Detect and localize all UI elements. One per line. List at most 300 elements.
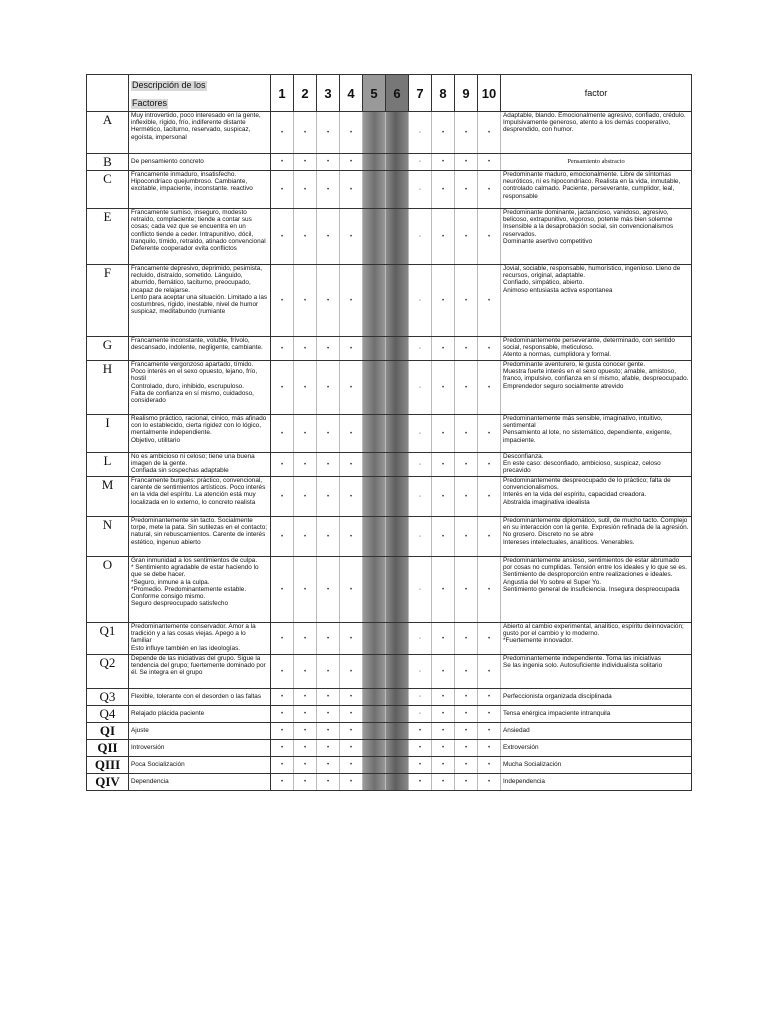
scale-cell-5[interactable] — [363, 557, 386, 623]
description-line: *Fuertemente innovador. — [503, 637, 573, 645]
scale-cell-9[interactable]: • — [455, 171, 478, 209]
factor-code: M — [87, 477, 129, 517]
scale-cell-9[interactable]: • — [455, 453, 478, 477]
high-pole-description — [501, 265, 692, 337]
low-pole-description — [129, 774, 271, 791]
scale-cell-4[interactable]: • — [340, 112, 363, 154]
description-line: Adaptable, blando. Emocionalmente agresivo, confiado, crédulo. — [503, 112, 686, 119]
scale-cell-1[interactable]: • — [271, 517, 294, 557]
description-line: Falta de confianza en sí mismo, cuidadoso, considerado — [131, 389, 254, 405]
factor-row — [87, 112, 692, 154]
scale-cell-3[interactable]: • — [317, 706, 340, 723]
scale-cell-10[interactable]: • — [478, 337, 501, 361]
scale-cell-6[interactable] — [386, 337, 409, 361]
factor-label: factor — [584, 88, 608, 98]
scale-cell-7[interactable]: ◦ — [409, 112, 432, 154]
scale-cell-9[interactable]: • — [455, 209, 478, 265]
scale-cell-1[interactable]: • — [271, 171, 294, 209]
low-pole-description — [129, 209, 271, 265]
scale-cell-4[interactable]: • — [340, 477, 363, 517]
high-pole-description — [501, 517, 692, 557]
description-line: Relajado plácida paciente — [131, 710, 205, 718]
low-pole-description — [129, 453, 271, 477]
description-line: Esto influye también en las ideologías. — [131, 644, 241, 652]
scale-cell-10[interactable]: • — [478, 655, 501, 689]
scale-cell-2[interactable]: • — [294, 757, 317, 774]
scale-cell-2[interactable]: • — [294, 689, 317, 706]
factor-row — [87, 154, 692, 171]
description-line: Tensa enérgica impaciente intranquila — [503, 710, 611, 718]
scale-cell-7[interactable]: ◦ — [409, 209, 432, 265]
scale-cell-6[interactable] — [386, 477, 409, 517]
scale-cell-7[interactable]: ◦ — [409, 623, 432, 655]
description-line: Predominantemente diplomático, sutil, de mucho tacto. Complejo en su interacción con la gente. Expresión refinada de la agresión. — [503, 517, 689, 532]
scale-cell-6[interactable] — [386, 723, 409, 740]
scale-cell-10[interactable]: • — [478, 740, 501, 757]
scale-cell-2[interactable]: • — [294, 477, 317, 517]
scale-cell-5[interactable] — [363, 740, 386, 757]
factor-row — [87, 265, 692, 337]
scale-cell-9[interactable]: • — [455, 415, 478, 453]
description-line: De pensamiento concreto — [131, 158, 204, 166]
scale-cell-9[interactable]: • — [455, 112, 478, 154]
scale-cell-1[interactable]: • — [271, 337, 294, 361]
scale-cell-6[interactable] — [386, 209, 409, 265]
scale-cell-5[interactable] — [363, 265, 386, 337]
scale-cell-3[interactable]: • — [317, 655, 340, 689]
scale-cell-4[interactable]: • — [340, 209, 363, 265]
description-line: Predominante dominante, jactancioso, vanidoso, agresivo, belicoso, extrapunitivo, vigoroso, potente más bien solemne — [503, 209, 673, 224]
scale-cell-3[interactable]: • — [317, 415, 340, 453]
scale-cell-4[interactable]: • — [340, 623, 363, 655]
scale-cell-8[interactable]: • — [432, 265, 455, 337]
scale-cell-6[interactable] — [386, 453, 409, 477]
scale-cell-8[interactable]: • — [432, 689, 455, 706]
scale-cell-1[interactable]: • — [271, 723, 294, 740]
scale-cell-2[interactable]: • — [294, 209, 317, 265]
scale-cell-10[interactable]: • — [478, 757, 501, 774]
scale-cell-3[interactable]: • — [317, 517, 340, 557]
scale-cell-1[interactable]: • — [271, 361, 294, 415]
scale-cell-10[interactable]: • — [478, 209, 501, 265]
scale-cell-10[interactable]: • — [478, 706, 501, 723]
description-line: Emprendedor seguro socialmente atrevido — [503, 382, 624, 390]
scale-cell-8[interactable]: • — [432, 112, 455, 154]
description-line: Depende de las iniciativas del grupo. Sigue la tendencia del grupo; fuertemente dominado por él. Se integra en el grupo — [131, 655, 266, 677]
scale-cell-7[interactable]: • — [409, 757, 432, 774]
description-line: Francamente burgués: práctico, convencional, carente de sentimientos artísticos. Poco interés en la vida del espíritu. La atención está muy localizada en lo externo, lo concreto realista — [131, 477, 266, 506]
scale-cell-2[interactable]: • — [294, 517, 317, 557]
factor-code: Q4 — [87, 706, 129, 723]
scale-cell-7[interactable]: ◦ — [409, 265, 432, 337]
scale-cell-9[interactable]: • — [455, 706, 478, 723]
header-code-cell — [87, 75, 129, 112]
description-line: Dominante asertivo competitivo — [503, 237, 593, 245]
scale-cell-2[interactable]: • — [294, 171, 317, 209]
scale-cell-4[interactable]: • — [340, 557, 363, 623]
factor-row — [87, 723, 692, 740]
factor-row — [87, 209, 692, 265]
scale-cell-3[interactable]: • — [317, 757, 340, 774]
scale-cell-5[interactable] — [363, 723, 386, 740]
scale-cell-10[interactable]: • — [478, 517, 501, 557]
scale-cell-9[interactable]: • — [455, 623, 478, 655]
scale-cell-5[interactable] — [363, 209, 386, 265]
scale-10: 10 — [478, 75, 501, 112]
high-pole-description — [501, 154, 692, 171]
description-line: Predominantemente conservador. Amor a la tradición y a las cosas viejas. Apego a lo familiar — [131, 623, 256, 645]
description-line: Sentimiento general de insuficiencia. Insegura despreocupada — [503, 585, 680, 593]
description-line: Deferente cooperador evita conflictos — [131, 245, 237, 253]
scale-cell-2[interactable]: • — [294, 265, 317, 337]
scale-cell-1[interactable]: • — [271, 740, 294, 757]
scale-5: 5 — [363, 75, 386, 112]
scale-cell-4[interactable]: • — [340, 265, 363, 337]
description-line: Desconfianza. — [503, 453, 544, 460]
scale-cell-5[interactable] — [363, 689, 386, 706]
scale-cell-7[interactable]: ◦ — [409, 477, 432, 517]
high-pole-description — [501, 740, 692, 757]
scale-cell-5[interactable] — [363, 112, 386, 154]
description-line: Predominantemente independiente. Toma las iniciativas — [503, 655, 661, 662]
description-line: Insensible a la desaprobación social, sin convencionalismos reservados. — [503, 223, 674, 238]
scale-cell-3[interactable]: • — [317, 171, 340, 209]
scale-cell-8[interactable]: • — [432, 477, 455, 517]
scale-cell-4[interactable]: • — [340, 154, 363, 171]
factor-code: E — [87, 209, 129, 265]
scale-cell-8[interactable]: • — [432, 557, 455, 623]
scale-cell-9[interactable]: • — [455, 740, 478, 757]
scale-cell-6[interactable] — [386, 655, 409, 689]
scale-cell-10[interactable]: • — [478, 265, 501, 337]
scale-cell-7[interactable]: • — [409, 723, 432, 740]
scale-cell-5[interactable] — [363, 517, 386, 557]
scale-cell-6[interactable] — [386, 171, 409, 209]
low-pole-description — [129, 655, 271, 689]
scale-cell-4[interactable]: • — [340, 706, 363, 723]
high-pole-description — [501, 774, 692, 791]
scale-cell-6[interactable] — [386, 154, 409, 171]
scale-cell-7[interactable]: ◦ — [409, 361, 432, 415]
scale-cell-1[interactable]: • — [271, 453, 294, 477]
scale-cell-5[interactable] — [363, 154, 386, 171]
scale-cell-10[interactable]: • — [478, 689, 501, 706]
scale-cell-2[interactable]: • — [294, 112, 317, 154]
factor-row — [87, 557, 692, 623]
scale-cell-9[interactable]: • — [455, 689, 478, 706]
factor-code: B — [87, 154, 129, 171]
scale-cell-8[interactable]: • — [432, 655, 455, 689]
factor-row — [87, 774, 692, 791]
scale-cell-1[interactable]: • — [271, 757, 294, 774]
factor-table — [86, 74, 692, 791]
scale-cell-5[interactable] — [363, 361, 386, 415]
description-line: Francamente inconstante, voluble, frívolo, descansado, indolente, negligente, cambiante. — [131, 337, 263, 352]
scale-cell-9[interactable]: • — [455, 723, 478, 740]
scale-cell-5[interactable] — [363, 774, 386, 791]
scale-cell-4[interactable]: • — [340, 337, 363, 361]
scale-cell-2[interactable]: • — [294, 655, 317, 689]
scale-cell-3[interactable]: • — [317, 477, 340, 517]
scale-cell-6[interactable] — [386, 557, 409, 623]
scale-cell-9[interactable]: • — [455, 337, 478, 361]
scale-cell-10[interactable]: • — [478, 623, 501, 655]
scale-cell-8[interactable]: • — [432, 154, 455, 171]
scale-cell-3[interactable]: • — [317, 774, 340, 791]
scale-cell-1[interactable]: • — [271, 209, 294, 265]
description-line: Jovial, sociable, responsable, humorístico, ingenioso. Lleno de recursos, original, adaptable. — [503, 265, 681, 280]
description-line: *Promedio. Predominantemente estable. Conforme consigo mismo. — [131, 585, 247, 601]
scale-cell-4[interactable]: • — [340, 361, 363, 415]
scale-cell-2[interactable]: • — [294, 557, 317, 623]
scale-cell-6[interactable] — [386, 415, 409, 453]
description-line: Gran inmunidad a los sentimientos de culpa. — [131, 557, 258, 564]
scale-cell-6[interactable] — [386, 706, 409, 723]
scale-cell-9[interactable]: • — [455, 757, 478, 774]
scale-cell-1[interactable]: • — [271, 706, 294, 723]
scale-cell-6[interactable] — [386, 757, 409, 774]
scale-cell-1[interactable]: • — [271, 623, 294, 655]
scale-cell-2[interactable]: • — [294, 154, 317, 171]
header-row — [87, 75, 692, 112]
low-pole-description — [129, 557, 271, 623]
factor-code: O — [87, 557, 129, 623]
scale-cell-3[interactable]: • — [317, 557, 340, 623]
factor-row — [87, 623, 692, 655]
description-line: Francamente depresivo, deprimido, pesimista, recluido, distraído, sometido. Lánguido, aburrido, flemático, taciturno, preocupado, incapaz de relajarse. — [131, 265, 263, 294]
scale-cell-9[interactable]: • — [455, 361, 478, 415]
scale-6: 6 — [386, 75, 409, 112]
scale-cell-8[interactable]: • — [432, 706, 455, 723]
scale-cell-3[interactable]: • — [317, 265, 340, 337]
scale-cell-7[interactable]: ◦ — [409, 171, 432, 209]
scale-cell-8[interactable]: • — [432, 723, 455, 740]
scale-9: 9 — [455, 75, 478, 112]
factor-row — [87, 415, 692, 453]
scale-cell-9[interactable]: • — [455, 477, 478, 517]
scale-cell-1[interactable]: • — [271, 415, 294, 453]
scale-cell-5[interactable] — [363, 655, 386, 689]
scale-cell-9[interactable]: • — [455, 265, 478, 337]
scale-cell-7[interactable]: • — [409, 774, 432, 791]
scale-cell-2[interactable]: • — [294, 361, 317, 415]
description-line: Animoso entusiasta activa espontanea — [503, 286, 613, 294]
description-line: Predominantemente despreocupado de lo práctico; falta de convencionalismos. — [503, 477, 671, 492]
factor-row — [87, 453, 692, 477]
scale-cell-4[interactable]: • — [340, 415, 363, 453]
scale-cell-5[interactable] — [363, 453, 386, 477]
scale-cell-7[interactable]: ◦ — [409, 337, 432, 361]
description-line: Intereses intelectuales, analíticos. Venerables. — [503, 538, 635, 546]
scale-cell-6[interactable] — [386, 689, 409, 706]
factor-code: F — [87, 265, 129, 337]
scale-cell-9[interactable]: • — [455, 517, 478, 557]
scale-cell-1[interactable]: • — [271, 112, 294, 154]
scale-cell-3[interactable]: • — [317, 361, 340, 415]
scale-cell-4[interactable]: • — [340, 757, 363, 774]
scale-cell-4[interactable]: • — [340, 689, 363, 706]
scale-cell-8[interactable]: • — [432, 337, 455, 361]
scale-3: 3 — [317, 75, 340, 112]
scale-cell-2[interactable]: • — [294, 623, 317, 655]
scale-cell-10[interactable]: • — [478, 171, 501, 209]
scale-cell-2[interactable]: • — [294, 774, 317, 791]
scale-cell-3[interactable]: • — [317, 453, 340, 477]
description-line: Introversión — [131, 744, 165, 752]
scale-cell-10[interactable]: • — [478, 774, 501, 791]
scale-cell-7[interactable]: ◦ — [409, 453, 432, 477]
scale-cell-3[interactable]: • — [317, 112, 340, 154]
scale-cell-10[interactable]: • — [478, 453, 501, 477]
scale-cell-3[interactable]: • — [317, 154, 340, 171]
scale-cell-7[interactable]: • — [409, 740, 432, 757]
high-pole-description — [501, 689, 692, 706]
scale-cell-3[interactable]: • — [317, 740, 340, 757]
factor-code: C — [87, 171, 129, 209]
scale-cell-2[interactable]: • — [294, 453, 317, 477]
scale-cell-7[interactable]: ◦ — [409, 557, 432, 623]
scale-cell-8[interactable]: • — [432, 623, 455, 655]
scale-cell-10[interactable]: • — [478, 723, 501, 740]
scale-cell-8[interactable]: • — [432, 415, 455, 453]
scale-cell-7[interactable]: ◦ — [409, 415, 432, 453]
scale-cell-5[interactable] — [363, 706, 386, 723]
description-line: Ansiedad — [503, 727, 530, 735]
scale-cell-8[interactable]: • — [432, 209, 455, 265]
scale-cell-9[interactable]: • — [455, 154, 478, 171]
header-description-cell — [129, 75, 271, 112]
factor-row — [87, 171, 692, 209]
low-pole-description — [129, 112, 271, 154]
scale-cell-3[interactable]: • — [317, 209, 340, 265]
scale-cell-8[interactable]: • — [432, 361, 455, 415]
scale-cell-4[interactable]: • — [340, 774, 363, 791]
scale-cell-10[interactable]: • — [478, 154, 501, 171]
factor-code: QI — [87, 723, 129, 740]
description-line: Muestra fuerte interés en el sexo opuesto; amable, amistoso, franco, impulsivo, confianza en sí mismo, afable, despreocupado. — [503, 368, 689, 383]
description-line: Confiado, simpático, abierto. — [503, 279, 584, 287]
scale-cell-6[interactable] — [386, 774, 409, 791]
scale-cell-3[interactable]: • — [317, 623, 340, 655]
scale-cell-1[interactable]: • — [271, 689, 294, 706]
scale-cell-4[interactable]: • — [340, 453, 363, 477]
scale-cell-4[interactable]: • — [340, 655, 363, 689]
factor-code: QIII — [87, 757, 129, 774]
scale-cell-9[interactable]: • — [455, 557, 478, 623]
factor-row — [87, 517, 692, 557]
scale-cell-1[interactable]: • — [271, 154, 294, 171]
description-line: Poca Socialización — [131, 761, 185, 769]
high-pole-description — [501, 623, 692, 655]
scale-cell-7[interactable]: ◦ — [409, 655, 432, 689]
scale-cell-5[interactable] — [363, 415, 386, 453]
scale-cell-4[interactable]: • — [340, 740, 363, 757]
scale-cell-10[interactable]: • — [478, 112, 501, 154]
description-line: Francamente sumiso, inseguro, modesto retraído, complaciente; tiende a contar sus cosas; cada vez que se encuentra en un conflicto tiende a ceder. Intrapunitivo, dócil, tranquilo, tímido, retraído, atinado convencional — [131, 209, 266, 245]
high-pole-description — [501, 171, 692, 209]
scale-cell-6[interactable] — [386, 112, 409, 154]
scale-cell-7[interactable]: ◦ — [409, 689, 432, 706]
scale-cell-1[interactable]: • — [271, 557, 294, 623]
scale-cell-5[interactable] — [363, 623, 386, 655]
scale-cell-2[interactable]: • — [294, 706, 317, 723]
scale-cell-1[interactable]: • — [271, 655, 294, 689]
description-line: Extroversión — [503, 744, 539, 752]
high-pole-description — [501, 655, 692, 689]
factor-code: I — [87, 415, 129, 453]
low-pole-description — [129, 265, 271, 337]
scale-cell-4[interactable]: • — [340, 171, 363, 209]
high-pole-description — [501, 557, 692, 623]
scale-cell-10[interactable]: • — [478, 361, 501, 415]
scale-cell-6[interactable] — [386, 361, 409, 415]
scale-cell-8[interactable]: • — [432, 517, 455, 557]
scale-cell-3[interactable]: • — [317, 689, 340, 706]
scale-cell-5[interactable] — [363, 337, 386, 361]
scale-cell-8[interactable]: • — [432, 171, 455, 209]
high-pole-description — [501, 337, 692, 361]
scale-cell-6[interactable] — [386, 623, 409, 655]
scale-cell-2[interactable]: • — [294, 415, 317, 453]
scale-cell-9[interactable]: • — [455, 774, 478, 791]
scale-cell-8[interactable]: • — [432, 453, 455, 477]
scale-cell-6[interactable] — [386, 265, 409, 337]
header-factor-cell — [501, 75, 692, 112]
scale-cell-3[interactable]: • — [317, 337, 340, 361]
scale-cell-7[interactable]: ◦ — [409, 706, 432, 723]
low-pole-description — [129, 740, 271, 757]
low-pole-description — [129, 623, 271, 655]
low-pole-description — [129, 415, 271, 453]
description-line: Flexible, tolerante con el desorden o las faltas — [131, 693, 262, 701]
scale-cell-8[interactable]: • — [432, 774, 455, 791]
scale-cell-5[interactable] — [363, 171, 386, 209]
scale-cell-4[interactable]: • — [340, 723, 363, 740]
scale-cell-1[interactable]: • — [271, 477, 294, 517]
scale-cell-8[interactable]: • — [432, 757, 455, 774]
scale-cell-3[interactable]: • — [317, 723, 340, 740]
high-pole-description — [501, 415, 692, 453]
description-line: Independencia — [503, 778, 545, 786]
low-pole-description — [129, 337, 271, 361]
scale-cell-10[interactable]: • — [478, 557, 501, 623]
scale-cell-10[interactable]: • — [478, 415, 501, 453]
scale-cell-7[interactable]: ◦ — [409, 154, 432, 171]
scale-cell-9[interactable]: • — [455, 655, 478, 689]
scale-cell-2[interactable]: • — [294, 740, 317, 757]
scale-cell-10[interactable]: • — [478, 477, 501, 517]
scale-cell-1[interactable]: • — [271, 774, 294, 791]
scale-cell-2[interactable]: • — [294, 337, 317, 361]
description-line: No es ambicioso ni celoso; tiene una buena imagen de la gente. — [131, 453, 255, 468]
factor-code: H — [87, 361, 129, 415]
description-line: Interés en la vida del espíritu, capacidad creadora. — [503, 491, 647, 499]
factor-row — [87, 655, 692, 689]
scale-cell-5[interactable] — [363, 757, 386, 774]
scale-cell-7[interactable]: ◦ — [409, 517, 432, 557]
scale-cell-8[interactable]: • — [432, 740, 455, 757]
description-line: Abstraída imaginativa idealista — [503, 498, 590, 506]
scale-cell-6[interactable] — [386, 517, 409, 557]
factor-row — [87, 757, 692, 774]
scale-cell-2[interactable]: • — [294, 723, 317, 740]
scale-cell-5[interactable] — [363, 477, 386, 517]
scale-cell-6[interactable] — [386, 740, 409, 757]
description-line: No grosero. Discreto no se abre — [503, 531, 594, 539]
scale-cell-4[interactable]: • — [340, 517, 363, 557]
description-line: Atento a normas, cumplidora y formal. — [503, 351, 611, 359]
scale-cell-1[interactable]: • — [271, 265, 294, 337]
